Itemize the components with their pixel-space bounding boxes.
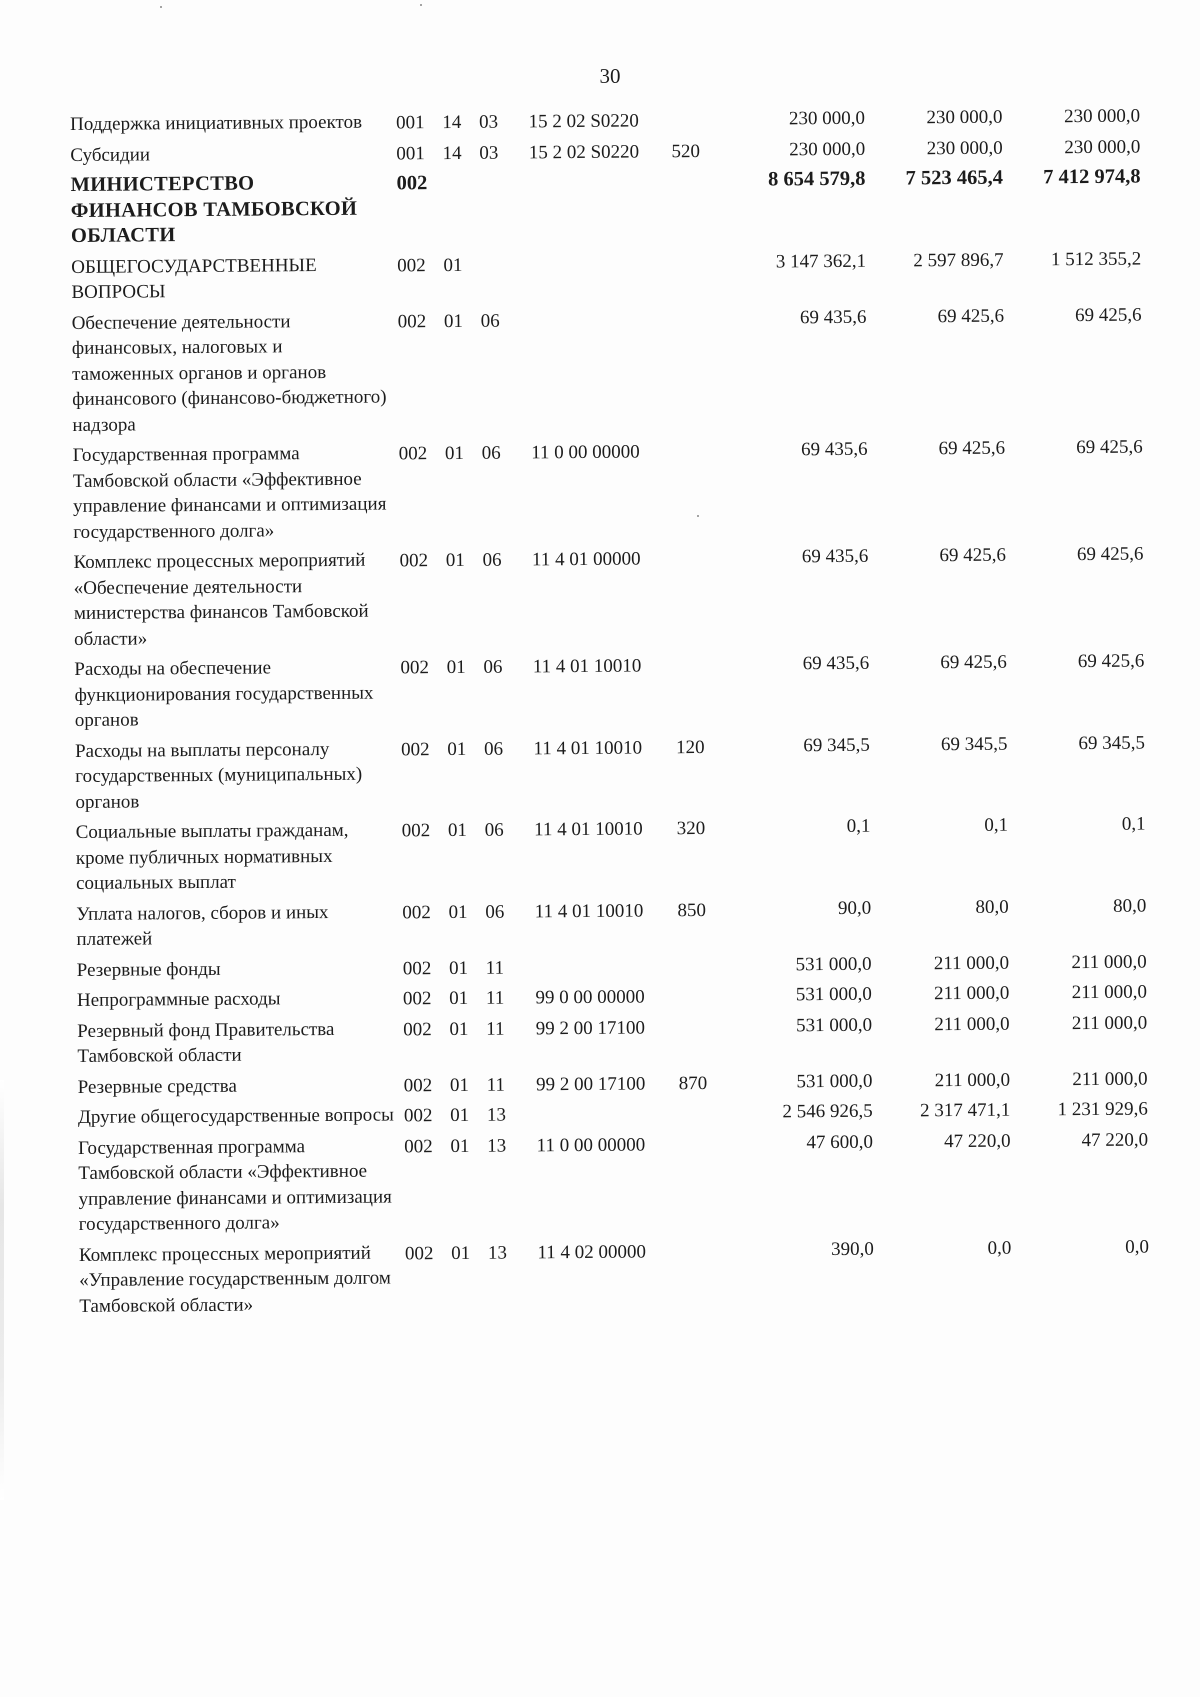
scan-edge-shadow [0, 1080, 4, 1500]
row-code: 002 01 13 [403, 1104, 507, 1127]
table-row [73, 435, 1154, 550]
row-name: Государственная программа Тамбовской области «Эффективное управление финансами и оптимизация государственного долга» [72, 443, 387, 543]
row-code: 002 [396, 172, 428, 195]
row-amount-year-2: 211 000,0 [934, 1069, 1011, 1091]
row-amount-year-1: 230 000,0 [789, 138, 866, 160]
row-amount-year-3: 69 425,6 [1075, 304, 1142, 326]
row-code: 002 01 06 [399, 549, 502, 572]
row-code: 002 01 11 [402, 957, 505, 979]
row-amount-year-1: 390,0 [830, 1238, 874, 1260]
table-row [77, 1010, 1157, 1074]
row-name: Другие общегосударственные вопросы [77, 1104, 394, 1128]
row-amount-year-1: 230 000,0 [788, 107, 866, 130]
row-target-article: 15 2 02 S0220 [528, 141, 640, 163]
row-code: 002 01 06 [402, 901, 505, 923]
page-number: 30 [599, 64, 621, 88]
row-expense-type [675, 652, 737, 734]
row-code: 002 01 06 [400, 738, 504, 760]
row-target-article: 99 0 00 00000 [535, 986, 645, 1009]
row-code: 002 01 06 [398, 442, 501, 465]
row-amount-year-2: 69 425,6 [938, 437, 1006, 460]
row-name: Резервные средства [77, 1075, 237, 1098]
row-amount-year-3: 1 512 355,2 [1050, 248, 1142, 270]
row-amount-year-2: 211 000,0 [933, 982, 1010, 1005]
row-expense-type [679, 1130, 741, 1237]
row-target-article: 11 4 01 10010 [533, 737, 643, 759]
row-amount-year-3: 80,0 [1112, 895, 1147, 917]
row-amount-year-2: 69 345,5 [940, 733, 1008, 755]
row-target-article: 11 0 00 00000 [531, 441, 640, 464]
row-expense-type: 520 [671, 140, 701, 162]
row-amount-year-3: 211 000,0 [1071, 951, 1147, 973]
row-name: Резервные фонды [76, 958, 221, 981]
row-name: Расходы на выплаты персоналу государственных (муниципальных) органов [74, 738, 363, 813]
row-amount-year-1: 2 546 926,5 [782, 1100, 873, 1123]
row-code: 002 01 11 [403, 1018, 505, 1040]
row-code: 001 14 03 [396, 111, 499, 134]
row-amount-year-2: 0,1 [984, 814, 1009, 836]
table-row [73, 542, 1154, 657]
table-row [74, 649, 1155, 739]
row-expense-type [679, 1100, 740, 1131]
row-code: 002 01 06 [400, 656, 503, 679]
row-amount-year-1: 8 654 579,8 [767, 167, 866, 191]
row-code: 002 01 13 [404, 1242, 508, 1264]
row-code: 002 01 11 [402, 987, 505, 1010]
row-amount-year-3: 0,1 [1121, 813, 1146, 835]
row-amount-year-2: 2 597 896,7 [913, 249, 1004, 271]
row-target-article: 11 4 01 10010 [534, 818, 643, 841]
row-expense-type: 870 [678, 1072, 708, 1094]
row-amount-year-3: 69 425,6 [1077, 650, 1145, 673]
budget-table-body [70, 104, 1159, 1324]
row-amount-year-2: 230 000,0 [926, 106, 1003, 129]
row-amount-year-2: 211 000,0 [934, 1013, 1010, 1035]
row-expense-type: 120 [676, 736, 705, 758]
row-expense-type [678, 952, 739, 983]
row-amount-year-3: 230 000,0 [1064, 136, 1141, 158]
row-amount-year-1: 3 147 362,1 [775, 250, 867, 272]
row-amount-year-2: 2 317 471,1 [919, 1099, 1011, 1122]
row-amount-year-3: 211 000,0 [1072, 1068, 1148, 1090]
row-amount-year-1: 531 000,0 [795, 983, 872, 1006]
row-code: 002 01 06 [401, 819, 504, 842]
row-amount-year-1: 531 000,0 [796, 1070, 873, 1092]
row-target-article: 11 4 02 00000 [537, 1241, 647, 1263]
row-name: Расходы на обеспечение функционирования государственных органов [74, 657, 374, 731]
row-amount-year-1: 47 600,0 [806, 1131, 874, 1153]
row-amount-year-2: 69 425,6 [937, 305, 1005, 327]
row-amount-year-3: 0,0 [1125, 1236, 1150, 1258]
row-amount-year-2: 230 000,0 [926, 137, 1003, 159]
row-expense-type [672, 249, 734, 305]
row-expense-type [675, 545, 737, 652]
row-amount-year-1: 90,0 [837, 897, 872, 919]
row-amount-year-3: 211 000,0 [1071, 981, 1148, 1004]
row-amount-year-1: 69 435,6 [800, 438, 868, 461]
table-row [76, 893, 1156, 957]
row-target-article: 11 4 01 00000 [531, 548, 641, 571]
row-amount-year-2: 69 425,6 [939, 544, 1007, 567]
row-name: Непрограммные расходы [76, 988, 281, 1011]
row-expense-type [678, 983, 739, 1014]
row-amount-year-3: 1 231 929,6 [1057, 1098, 1148, 1121]
row-name: Обеспечение деятельности финансовых, налоговых и таможенных органов и органов финансового (финансово-бюджетного) надзора [71, 310, 387, 436]
row-target-article [530, 250, 673, 307]
scan-speck [160, 6, 162, 8]
row-expense-type [674, 438, 736, 545]
row-target-article: 99 2 00 17100 [536, 1073, 646, 1095]
row-amount-year-3: 230 000,0 [1063, 105, 1141, 128]
row-amount-year-1: 69 435,6 [802, 652, 870, 675]
row-name: Государственная программа Тамбовской области «Эффективное управление финансами и оптимизация государственного долга» [78, 1135, 392, 1235]
row-code: 001 14 03 [396, 142, 499, 164]
row-expense-type: 320 [676, 818, 706, 840]
row-amount-year-3: 69 425,6 [1076, 436, 1143, 459]
row-name: Комплекс процессных мероприятий «Управление государственным долгом Тамбовской области» [78, 1242, 391, 1317]
row-amount-year-1: 69 345,5 [803, 734, 870, 756]
table-row [75, 730, 1156, 820]
row-amount-year-3: 69 345,5 [1078, 732, 1146, 754]
table-row [76, 811, 1157, 901]
row-amount-year-3: 47 220,0 [1081, 1129, 1149, 1151]
row-amount-year-1: 531 000,0 [795, 1014, 873, 1036]
row-code: 002 01 13 [404, 1135, 507, 1157]
row-expense-type [672, 168, 734, 250]
row-target-article: 99 2 00 17100 [535, 1017, 646, 1039]
row-name: ОБЩЕГОСУДАРСТВЕННЫЕ ВОПРОСЫ [71, 254, 317, 303]
row-amount-year-1: 69 435,6 [799, 306, 867, 328]
row-name: Социальные выплаты гражданам, кроме публичных нормативных социальных выплат [75, 819, 349, 894]
row-name: Поддержка инициативных проектов [70, 111, 363, 135]
row-target-article: 15 2 02 S0220 [528, 110, 639, 133]
row-target-article: 11 0 00 00000 [536, 1134, 646, 1156]
row-amount-year-2: 7 523 465,4 [905, 166, 1004, 190]
row-expense-type: 850 [677, 899, 706, 921]
row-amount-year-2: 0,0 [987, 1237, 1012, 1259]
row-target-article [529, 168, 672, 251]
row-target-article: 11 4 01 10010 [532, 655, 642, 678]
scan-speck [420, 4, 422, 6]
row-target-article [530, 306, 674, 440]
row-code: 002 01 [397, 254, 463, 276]
row-name: Субсидии [70, 143, 151, 166]
row-amount-year-3: 7 412 974,8 [1043, 165, 1141, 189]
row-amount-year-3: 69 425,6 [1076, 543, 1144, 566]
row-amount-year-1: 531 000,0 [795, 953, 872, 975]
row-expense-type [680, 1237, 742, 1319]
row-amount-year-2: 80,0 [975, 896, 1009, 918]
table-row [78, 1127, 1159, 1242]
row-code: 002 01 11 [403, 1074, 506, 1096]
row-amount-year-3: 211 000,0 [1071, 1012, 1148, 1034]
table-row [79, 1234, 1160, 1324]
row-expense-type [673, 305, 735, 438]
table-row [70, 165, 1151, 255]
row-expense-type [678, 1013, 740, 1069]
row-name: Резервный фонд Правительства Тамбовской области [77, 1018, 335, 1067]
table-row [72, 302, 1153, 443]
row-name: МИНИСТЕРСТВО ФИНАНСОВ ТАМБОВСКОЙ ОБЛАСТИ [70, 172, 358, 247]
row-name: Уплата налогов, сборов и иных платежей [76, 901, 329, 950]
row-amount-year-1: 69 435,6 [801, 545, 869, 568]
row-target-article [535, 953, 678, 985]
table-row [71, 246, 1151, 310]
row-target-article: 11 4 01 10010 [534, 900, 644, 922]
row-target-article [536, 1100, 679, 1132]
row-name: Комплекс процессных мероприятий «Обеспечение деятельности министерства финансов Тамбовской области» [73, 549, 369, 650]
row-code: 002 01 06 [397, 310, 500, 332]
budget-table [70, 104, 1159, 1324]
row-amount-year-2: 211 000,0 [933, 952, 1010, 974]
row-amount-year-2: 69 425,6 [940, 651, 1007, 674]
row-expense-type [671, 107, 732, 138]
row-amount-year-2: 47 220,0 [943, 1130, 1011, 1152]
row-amount-year-1: 0,1 [846, 815, 871, 837]
